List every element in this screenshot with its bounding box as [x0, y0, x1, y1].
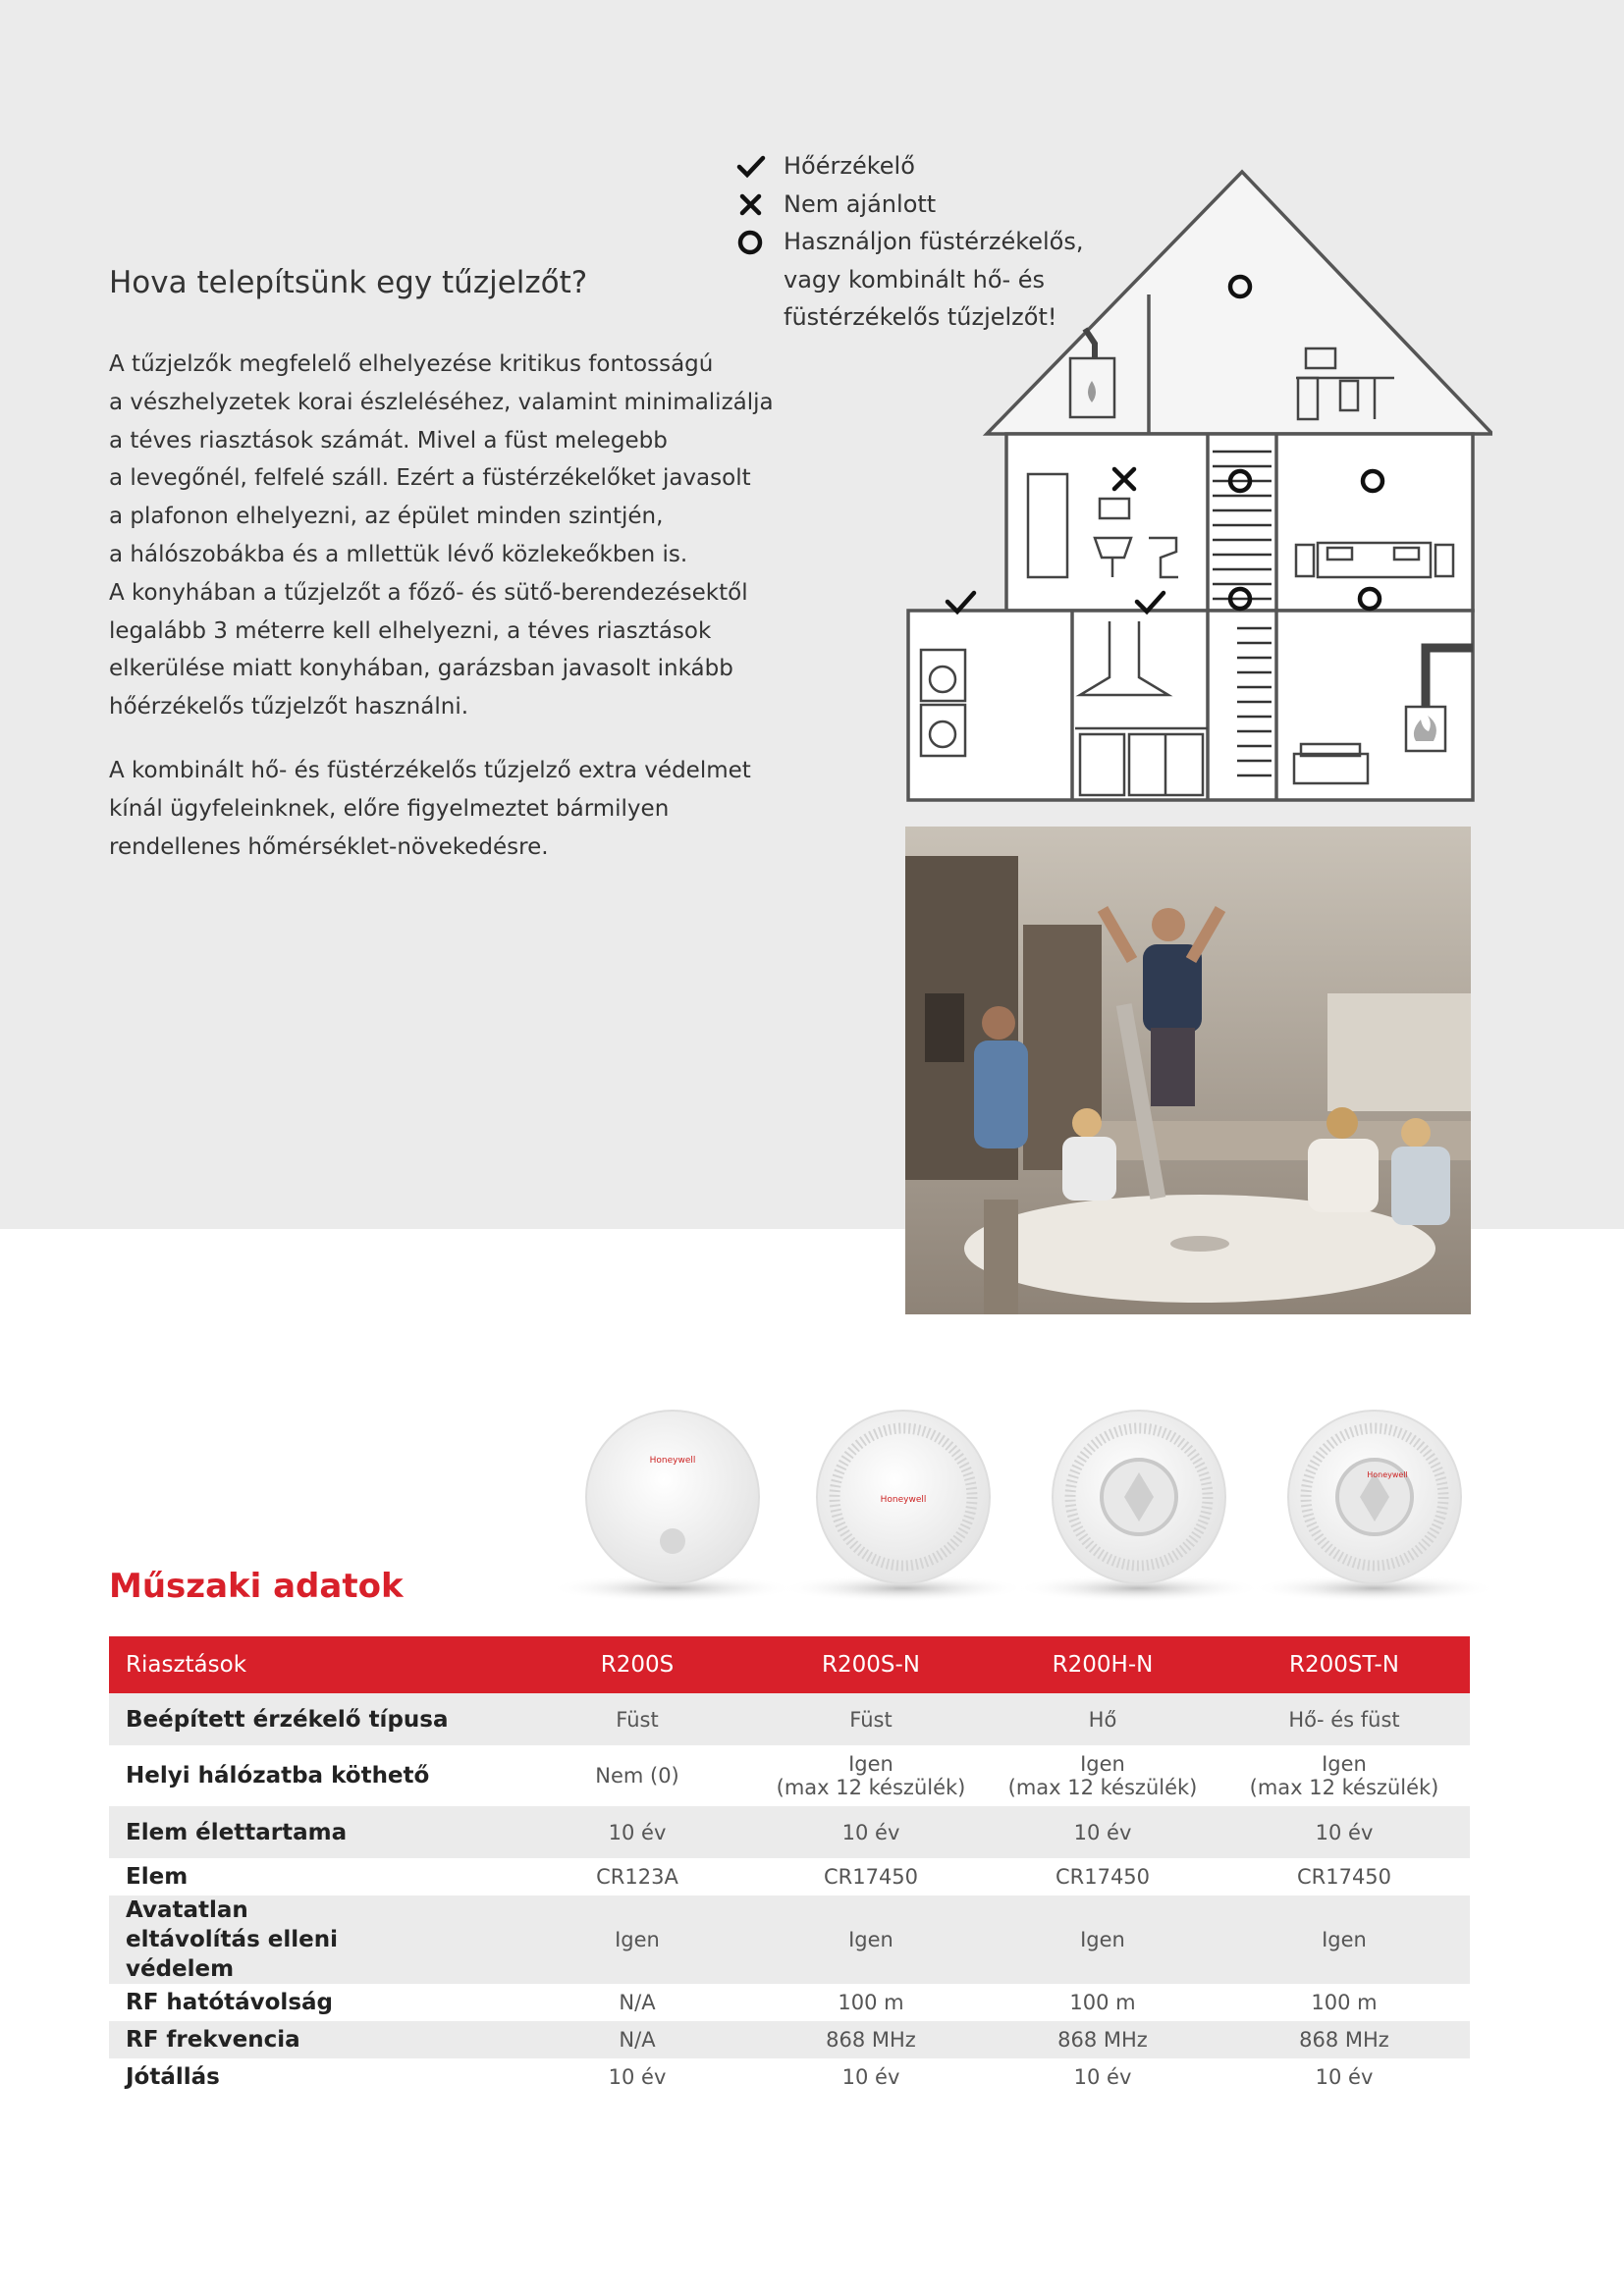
row-label: Elem élettartama — [109, 1806, 519, 1858]
cell-value: Füst — [755, 1693, 987, 1745]
cell-value: N/A — [619, 1991, 656, 2014]
cell-value: Igen — [1218, 1896, 1470, 1984]
legend-item-not-recommended: Nem ajánlott — [736, 186, 1084, 224]
page-title: Hova telepítsünk egy tűzjelzőt? — [109, 265, 588, 300]
specs-header-row — [109, 1636, 1470, 1693]
cell-value: CR123A — [596, 1865, 678, 1889]
intro-paragraph-1: A tűzjelzők megfelelő elhelyezése kritikus fontosságú a vészhelyzetek korai észleléséhez, valamint minimalizálja a téves riasztások számát. Mivel a füst melegebb a levegőnél, felfelé száll. Ezért a füstérzékelőket javasolt a plafonon elhelyezni, az épület minden szintjén, a hálószobákba és a mllettük lévő közlekeőkben is. A konyhában a tűzjelzőt a főző- és sütő-berendezésektől legalább 3 méterre kell elhelyezni, a téves riasztások elkerülése miatt konyhában, garázsban javasolt inkább hőérzékelős tűzjelzőt használni. — [109, 351, 774, 721]
cell-value: 100 m — [1311, 1991, 1378, 2014]
cell-value: 868 MHz — [1218, 2021, 1470, 2058]
column-header: R200H-N — [987, 1636, 1218, 1693]
table-row — [109, 1984, 1470, 2021]
column-header: Riasztások — [109, 1636, 519, 1693]
cell-value: Hő- és füst — [1218, 1693, 1470, 1745]
table-row — [109, 2021, 1470, 2058]
table-row — [109, 1858, 1470, 1896]
cell-value: Igen (max 12 készülék) — [1249, 1752, 1439, 1799]
cell-value: Igen — [987, 1896, 1218, 1984]
cell-value: Igen (max 12 készülék) — [1007, 1752, 1198, 1799]
cell-value: Hő — [987, 1693, 1218, 1745]
detector-r200st-n — [1252, 1411, 1497, 1602]
row-label: RF frekvencia — [109, 2021, 519, 2058]
brand-label: Honeywell — [649, 1456, 696, 1466]
cell-value: 10 év — [1315, 2065, 1374, 2089]
cell-value: Nem (0) — [595, 1764, 679, 1788]
cell-value: 10 év — [519, 1806, 755, 1858]
check-icon — [736, 153, 766, 181]
cell-value: 100 m — [838, 1991, 904, 2014]
svg-text:Honeywell: Honeywell — [880, 1495, 927, 1505]
cell-value: 868 MHz — [987, 2021, 1218, 2058]
specs-body — [109, 1693, 1470, 2096]
cell-value: 10 év — [1218, 1806, 1470, 1858]
detector-r200s — [550, 1411, 795, 1602]
table-row — [109, 1806, 1470, 1858]
cell-value: Igen — [519, 1896, 755, 1984]
family-kitchen-photo — [905, 827, 1471, 1314]
table-row — [109, 1693, 1470, 1745]
row-label: Beépített érzékelő típusa — [109, 1693, 519, 1745]
table-row — [109, 2058, 1470, 2096]
svg-text:Honeywell: Honeywell — [1367, 1470, 1408, 1479]
cross-icon — [736, 191, 766, 219]
row-label: Elem — [126, 1864, 189, 1890]
cell-value: 868 MHz — [755, 2021, 987, 2058]
cell-value: CR17450 — [1055, 1865, 1151, 1889]
table-row — [109, 1745, 1470, 1806]
cell-value: N/A — [519, 2021, 755, 2058]
cell-value: Igen (max 12 készülék) — [776, 1752, 966, 1799]
column-header: R200ST-N — [1218, 1636, 1470, 1693]
cell-value: CR17450 — [1296, 1865, 1392, 1889]
specs-title: Műszaki adatok — [109, 1567, 404, 1606]
cell-value: 10 év — [987, 1806, 1218, 1858]
house-placement-diagram — [903, 167, 1492, 805]
legend-item-smoke: Használjon füstérzékelős, vagy kombinált hő- és füstérzékelős tűzjelzőt! — [736, 223, 1084, 337]
row-label: Jótállás — [126, 2064, 220, 2090]
row-label: Avatatlan eltávolítás elleni védelem — [109, 1896, 519, 1984]
row-label: Helyi hálózatba köthető — [126, 1763, 430, 1789]
circle-icon — [736, 229, 766, 256]
column-header: R200S — [519, 1636, 755, 1693]
specs-table — [109, 1636, 1470, 2096]
legend-item-heat: Hőérzékelő — [736, 147, 1084, 186]
cell-value: Füst — [519, 1693, 755, 1745]
cell-value: 10 év — [608, 2065, 667, 2089]
column-header: R200S-N — [755, 1636, 987, 1693]
cell-value: 10 év — [1073, 2065, 1132, 2089]
cell-value: Igen — [755, 1896, 987, 1984]
smoke-detector-product-row — [535, 1399, 1497, 1625]
table-row — [109, 1896, 1470, 1984]
row-label: RF hatótávolság — [126, 1990, 333, 2015]
cell-value: 10 év — [841, 2065, 900, 2089]
detector-r200s-n — [781, 1411, 1026, 1602]
cell-value: 100 m — [1069, 1991, 1136, 2014]
cell-value: CR17450 — [823, 1865, 919, 1889]
detector-r200h-n — [1016, 1411, 1262, 1602]
cell-value: 10 év — [755, 1806, 987, 1858]
intro-paragraph-2: A kombinált hő- és füstérzékelős tűzjelző extra védelmet kínál ügyfeleinknek, előre figyelmeztet bármilyen rendellenes hőmérséklet-növekedésre. — [109, 758, 751, 860]
